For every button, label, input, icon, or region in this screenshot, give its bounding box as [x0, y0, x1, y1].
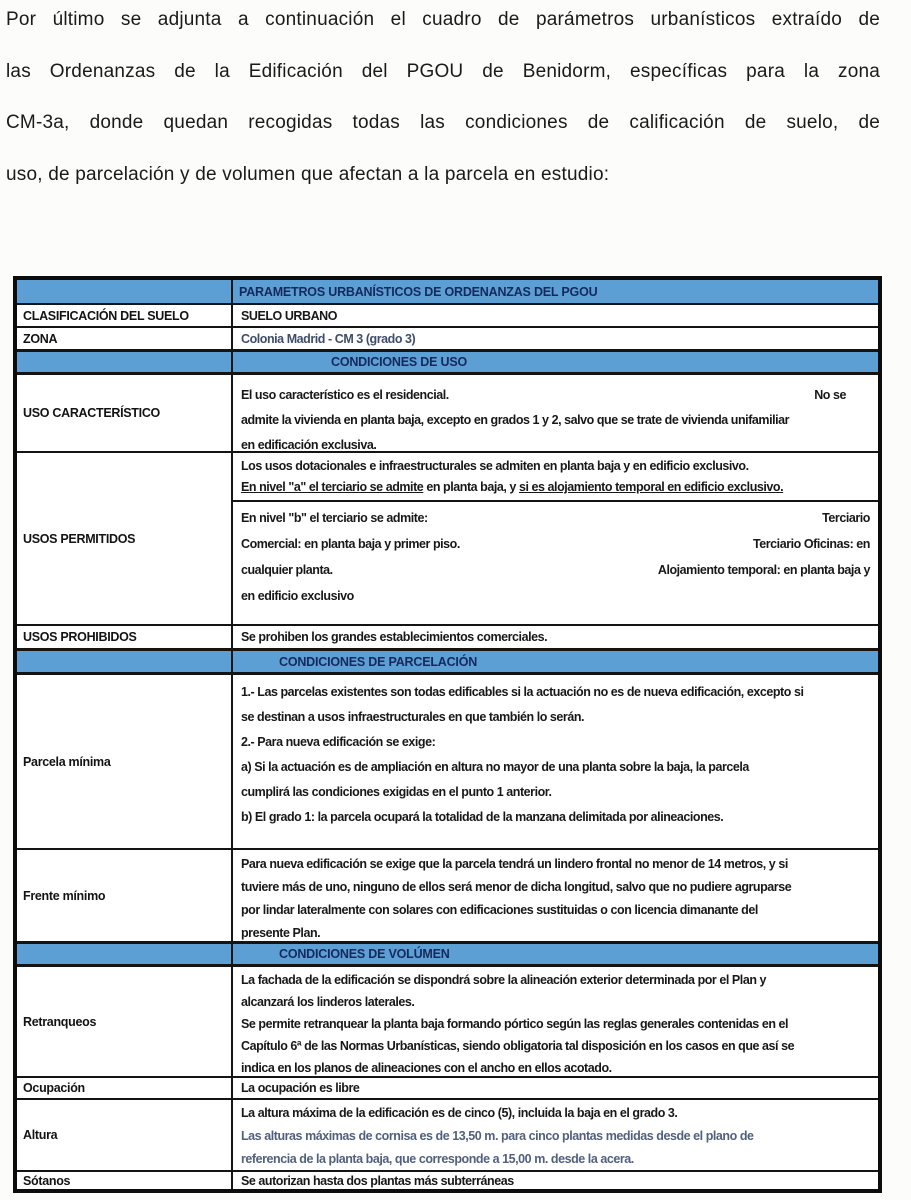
table-text-line: tuviere más de uno, ninguno de ellos será menor de dicha longitud, salvo que no pudiere agruparse [241, 880, 792, 894]
table-text-line: 2.- Para nueva edificación se exige: [241, 735, 436, 749]
table-text-line [241, 531, 878, 557]
ocupacion-value: La ocupación es libre [241, 1081, 360, 1095]
table-title: PARAMETROS URBANÍSTICOS DE ORDENANZAS DEL PGOU [233, 280, 878, 303]
row-retranqueos [17, 964, 878, 1076]
table-text-line: por lindar lateralmente con solares con edificaciones sustituidas o con licencia dimanante del [241, 903, 758, 917]
row-sotanos [17, 1170, 878, 1189]
usos-prohibidos-label: USOS PROHIBIDOS [17, 626, 233, 648]
table-text-line: La fachada de la edificación se dispondrá sobre la alineación exterior determinada por el Plan y [241, 973, 767, 987]
table-text-line: alcanzará los linderos laterales. [241, 995, 415, 1009]
section-title-uso: CONDICIONES DE USO [233, 352, 878, 372]
text-fragment: en planta baja, y [423, 480, 519, 494]
table-text-line: a) Si la actuación es de ampliación en altura no mayor de una planta sobre la baja, la parcela [241, 760, 749, 774]
parcela-minima-value [233, 675, 878, 848]
ocupacion-label: Ocupación [17, 1078, 233, 1098]
table-text-line: 1.- Las parcelas existentes son todas edificables si la actuación no es de nueva edificación, excepto si [241, 685, 804, 699]
sotanos-label: Sótanos [17, 1172, 233, 1189]
text-fragment: Terciario [822, 511, 870, 525]
section-title-parcelacion: CONDICIONES DE PARCELACIÓN [233, 651, 878, 672]
frente-minimo-value [233, 850, 878, 941]
table-text-line: en edificación exclusiva. [241, 438, 377, 451]
table-text-line: cumplirá las condiciones exigidas en el punto 1 anterior. [241, 785, 552, 799]
table-text-line [241, 505, 878, 531]
table-text-line: admite la vivienda en planta baja, excepto en grados 1 y 2, salvo que se trate de vivienda unifamiliar [241, 413, 790, 427]
table-text-line [241, 383, 878, 408]
text-fragment: Terciario Oficinas: en [753, 537, 870, 551]
retranqueos-label: Retranqueos [17, 967, 233, 1076]
zona-value: Colonia Madrid - CM 3 (grado 3) [241, 331, 416, 346]
table-text-line [241, 477, 878, 498]
text-fragment: No se [814, 388, 846, 402]
table-text-line: Capítulo 6ª de las Normas Urbanísticas, siendo obligatoria tal disposición en los casos en que así se [241, 1039, 795, 1053]
intro-line: Por último se adjunta a continuación el cuadro de parámetros urbanísticos extraído de [6, 9, 880, 30]
section-band-condiciones-volumen [17, 941, 878, 964]
usos-prohibidos-value: Se prohiben los grandes establecimientos comerciales. [241, 630, 548, 644]
section-band-condiciones-uso [17, 349, 878, 372]
table-title-row [17, 280, 878, 303]
row-altura [17, 1098, 878, 1170]
text-fragment: El uso característico es el residencial. [241, 388, 449, 402]
text-fragment-underlined: En nivel "a" el terciario se admite [241, 480, 424, 494]
row-usos-permitidos [17, 451, 878, 624]
uso-caracteristico-label: USO CARACTERÍSTICO [17, 375, 233, 451]
sotanos-value: Se autorizan hasta dos plantas más subterráneas [241, 1173, 514, 1188]
text-fragment: En nivel "b" el terciario se admite: [241, 511, 428, 525]
table-text-line: Las alturas máximas de cornisa es de 13,50 m. para cinco plantas medidas desde el plano de [241, 1129, 754, 1143]
clasificacion-label: CLASIFICACIÓN DEL SUELO [17, 305, 233, 326]
row-frente-minimo [17, 848, 878, 941]
section-band-condiciones-parcelacion [17, 648, 878, 672]
row-ocupacion [17, 1076, 878, 1098]
table-text-line: Los usos dotacionales e infraestructurales se admiten en planta baja y en edificio exclusivo. [241, 459, 749, 473]
table-text-line: Para nueva edificación se exige que la parcela tendrá un lindero frontal no menor de 14 metros, y si [241, 857, 788, 871]
usos-permitidos-nivel-a [233, 453, 878, 500]
section-title-volumen: CONDICIONES DE VOLÚMEN [233, 944, 878, 964]
text-fragment: Comercial: en planta baja y primer piso. [241, 537, 460, 551]
text-fragment: cualquier planta. [241, 563, 333, 577]
intro-line: CM-3a, donde quedan recogidas todas las condiciones de calificación de suelo, de [6, 112, 880, 133]
clasificacion-value: SUELO URBANO [241, 308, 337, 323]
usos-permitidos-label: USOS PERMITIDOS [17, 453, 233, 624]
altura-label: Altura [17, 1100, 233, 1170]
row-parcela-minima [17, 672, 878, 848]
row-zona [17, 326, 878, 349]
table-text-line: indica en los planos de alineaciones con el ancho en ellos acotado. [241, 1061, 612, 1075]
table-text-line: presente Plan. [241, 926, 321, 940]
band-left-cell [17, 352, 233, 372]
frente-minimo-label: Frente mínimo [17, 850, 233, 941]
intro-line: uso, de parcelación y de volumen que afectan a la parcela en estudio: [6, 163, 610, 185]
text-fragment-underlined: si es alojamiento temporal en edificio exclusivo. [518, 480, 784, 494]
row-clasificacion-suelo [17, 303, 878, 326]
band-left-cell [17, 651, 233, 672]
table-text-line: se destinan a usos infraestructurales en que también lo serán. [241, 710, 585, 724]
row-usos-prohibidos [17, 624, 878, 648]
uso-caracteristico-value [233, 375, 878, 451]
parametros-urbanisticos-table [13, 276, 882, 1193]
usos-permitidos-nivel-b [233, 500, 878, 624]
intro-line: las Ordenanzas de la Edificación del PGOU de Benidorm, específicas para la zona [6, 60, 880, 82]
row-uso-caracteristico [17, 372, 878, 451]
usos-permitidos-value [233, 453, 878, 624]
table-text-line: en edificio exclusivo [241, 589, 354, 603]
altura-value [233, 1100, 878, 1170]
intro-paragraph [6, 0, 880, 200]
table-text-line: referencia de la planta baja, que corresponde a 15,00 m. desde la acera. [241, 1152, 634, 1166]
text-fragment: Alojamiento temporal: en planta baja y [657, 563, 870, 577]
table-text-line: La altura máxima de la edificación es de cinco (5), incluida la baja en el grado 3. [241, 1106, 678, 1120]
table-text-line [241, 557, 878, 583]
table-text-line: b) El grado 1: la parcela ocupará la totalidad de la manzana delimitada por alineaciones. [241, 810, 724, 824]
table-text-line: Se permite retranquear la planta baja formando pórtico según las reglas generales contenidas en el [241, 1017, 789, 1031]
retranqueos-value [233, 967, 878, 1076]
parcela-minima-label: Parcela mínima [17, 675, 233, 848]
band-left-cell [17, 944, 233, 964]
table-title-corner-cell [17, 280, 233, 303]
zona-label: ZONA [17, 328, 233, 349]
